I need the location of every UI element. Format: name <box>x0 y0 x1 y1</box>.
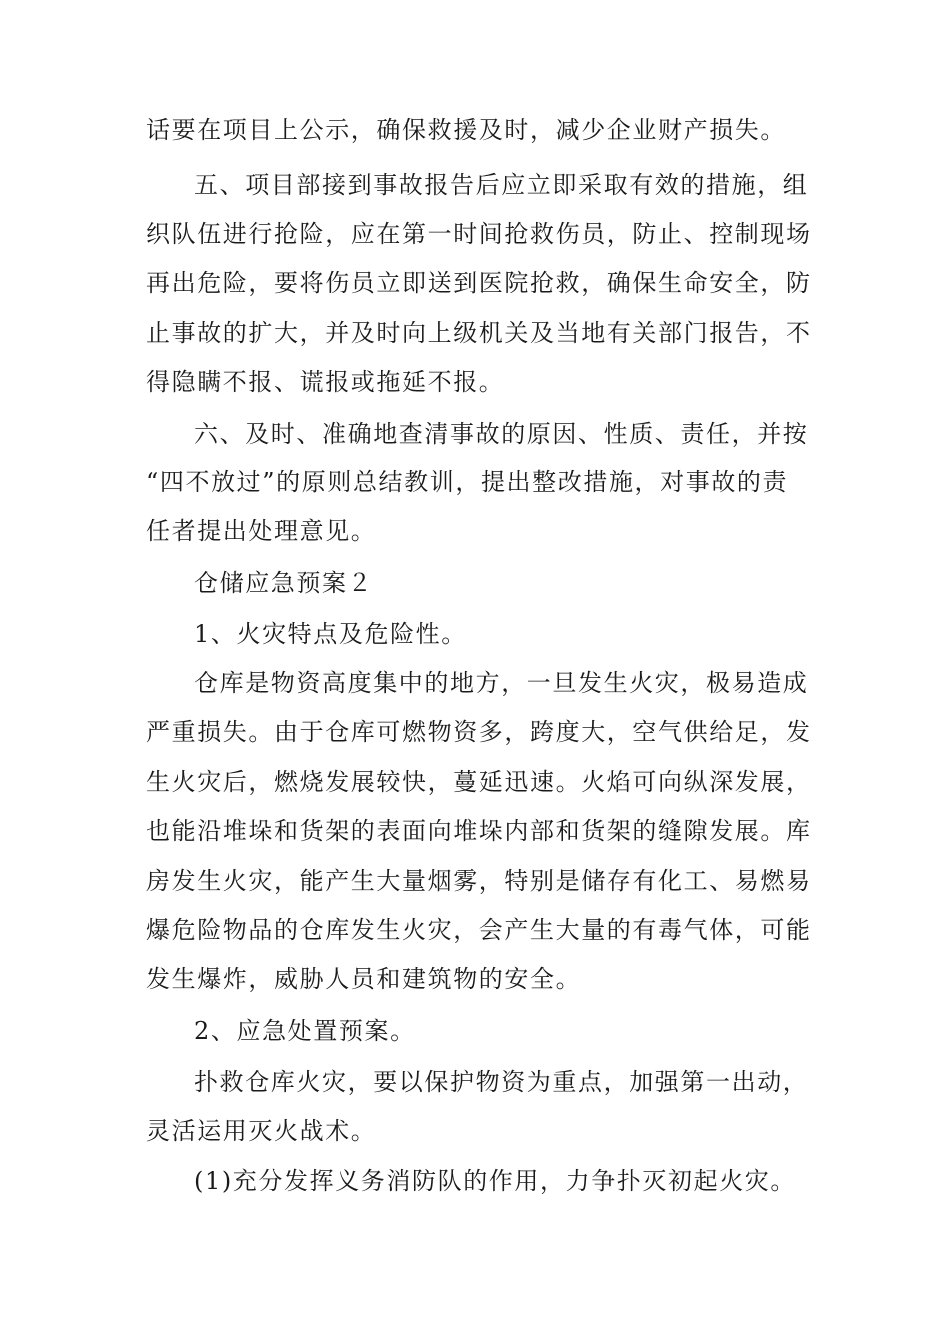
text-line: “四不放过”的原则总结教训，提出整改措施，对事故的责 <box>146 468 789 496</box>
text-line: 仓库是物资高度集中的地方，一旦发生火灾，极易造成 <box>194 669 809 697</box>
text-line: 织队伍进行抢险，应在第一时间抢救伤员，防止、控制现场 <box>146 220 812 248</box>
text-line: 发生爆炸，威胁人员和建筑物的安全。 <box>146 965 582 993</box>
text-line: 任者提出处理意见。 <box>146 517 377 545</box>
text-line: 五、项目部接到事故报告后应立即采取有效的措施，组 <box>194 171 809 199</box>
text-line: 也能沿堆垛和货架的表面向堆垛内部和货架的缝隙发展。库 <box>146 817 812 845</box>
text-line: 再出危险，要将伤员立即送到医院抢救，确保生命安全，防 <box>146 269 812 297</box>
section-heading: 1、火灾特点及危险性。 <box>194 620 467 648</box>
text-line: 爆危险物品的仓库发生火灾，会产生大量的有毒气体，可能 <box>146 916 812 944</box>
text-line: 止事故的扩大，并及时向上级机关及当地有关部门报告，不 <box>146 319 812 347</box>
section-heading: 2、应急处置预案。 <box>194 1017 416 1045</box>
text-line: 严重损失。由于仓库可燃物资多，跨度大，空气供给足，发 <box>146 718 812 746</box>
text-line: 扑救仓库火灾，要以保护物资为重点，加强第一出动， <box>194 1068 809 1096</box>
text-line: 灵活运用灭火战术。 <box>146 1117 377 1145</box>
text-line: 房发生火灾，能产生大量烟雾，特别是储存有化工、易燃易 <box>146 867 812 895</box>
text-line: 话要在项目上公示，确保救援及时，减少企业财产损失。 <box>146 116 786 144</box>
text-line: 生火灾后，燃烧发展较快，蔓延迅速。火焰可向纵深发展， <box>146 768 812 796</box>
section-title: 仓储应急预案２ <box>194 569 374 597</box>
text-line: 六、及时、准确地查清事故的原因、性质、责任，并按 <box>194 420 809 448</box>
text-line: 得隐瞒不报、谎报或拖延不报。 <box>146 368 505 396</box>
text-line: (1)充分发挥义务消防队的作用，力争扑灭初起火灾。 <box>194 1167 796 1195</box>
